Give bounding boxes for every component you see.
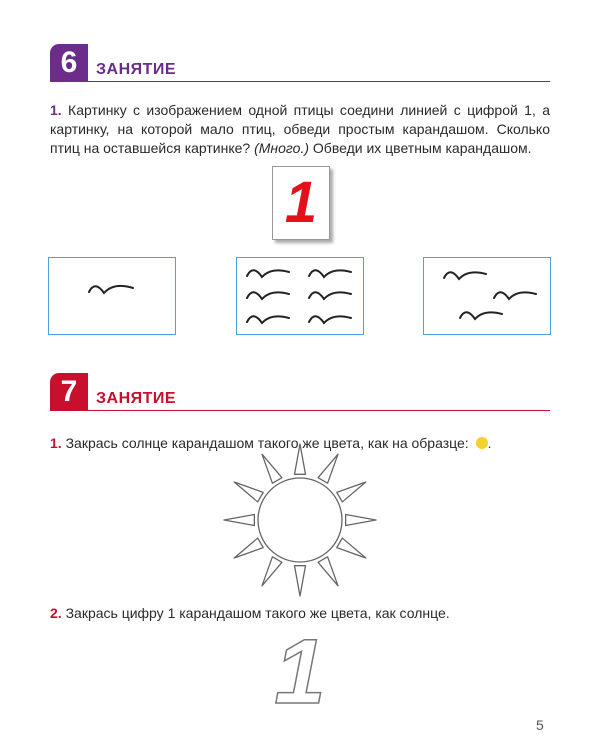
lesson-7-task-2 [50, 604, 550, 623]
sun-ray [234, 482, 263, 502]
lesson-6-title: ЗАНЯТИЕ [96, 61, 177, 78]
task-number: 1. [50, 435, 62, 451]
sun-ray [346, 514, 376, 525]
lesson-6-divider [50, 81, 550, 82]
lesson-7-divider [50, 410, 550, 411]
lesson-7-task-1 [50, 434, 550, 453]
sun-ray [294, 566, 305, 596]
page-number: 5 [536, 717, 544, 733]
lesson-7-header [50, 373, 176, 411]
lesson-6-header [50, 44, 176, 82]
task-text-b: Обведи их цветным карандашом. [309, 140, 532, 156]
digit-card-value: 1 [284, 170, 318, 235]
bird-icon [49, 258, 175, 334]
picture-many-birds[interactable] [236, 257, 364, 335]
birds-flock-icon [237, 258, 363, 334]
sun-ray [224, 514, 254, 525]
picture-one-bird[interactable] [48, 257, 176, 335]
task-hint: (Много.) [254, 140, 310, 156]
task-number: 1. [50, 102, 62, 118]
sun-ray [337, 482, 366, 502]
sun-ray [318, 557, 338, 586]
sun-ray [337, 538, 366, 558]
sun-ray [262, 557, 282, 586]
birds-group-icon [424, 258, 550, 334]
task-number: 2. [50, 605, 62, 621]
lesson-7-number: 7 [50, 373, 88, 411]
sample-color-dot [476, 437, 488, 449]
task-end: . [487, 435, 492, 451]
task-text: Закрась цифру 1 карандашом такого же цвета, как солнце. [61, 605, 450, 621]
task-text-a: Картинку с изображением одной птицы соедини линией с цифрой 1, а картинку, на которой мало птиц, обведи простым карандашом. Сколько птиц на оставшейся картинке? [50, 102, 550, 156]
sun-ray [318, 454, 338, 483]
sun-ray [234, 538, 263, 558]
digit-card [272, 166, 330, 240]
lesson-7-title: ЗАНЯТИЕ [96, 390, 177, 407]
task-text: Закрась солнце карандашом такого же цвета, как на образце: [61, 435, 473, 451]
lesson-6-task-1 [50, 101, 550, 158]
lesson-6-number: 6 [50, 44, 88, 82]
outlined-digit-value: 1 [274, 621, 326, 723]
sun-ray [262, 454, 282, 483]
picture-few-birds[interactable] [423, 257, 551, 335]
